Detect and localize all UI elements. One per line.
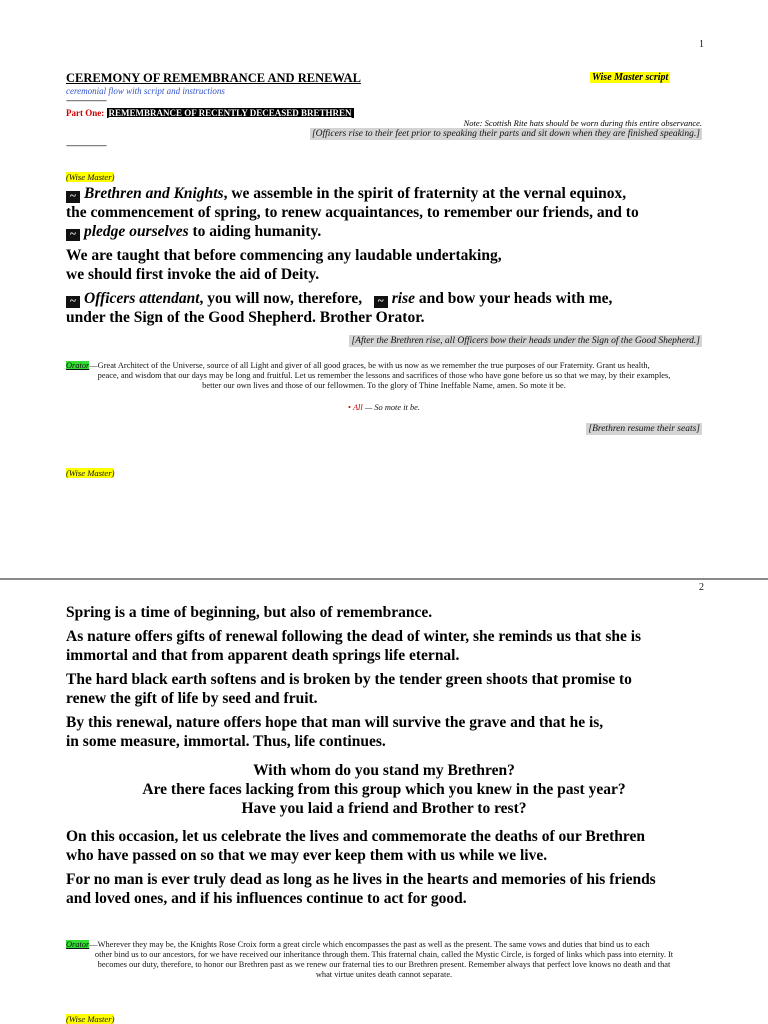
script-label: Wise Master script [592, 72, 669, 83]
tilde-marker-icon: ~ [66, 229, 80, 241]
orator-speech: Orator—Wherever they may be, the Knights Rose Croix form a great circle which encompasses the past as well as the present. The same vows and duties that bind us to each other bind us to our ancestors, for we have received our inheritance through them. This fraternal chain, called the Mystic Circle, is forged of links which pass into eternity. It becomes our duty, therefore, to honor our Brethren past as we renew our fraternal ties to our Brethren present. Remember always that perfect love knows no death and that what virtue unites death cannot separate. [66, 940, 674, 979]
part-title: REMEMBRANCE OF RECENTLY DECEASED BRETHREN [108, 108, 352, 118]
speaker-label: (Wise Master) [66, 172, 115, 182]
divider: ------------------------ [66, 141, 106, 150]
document-title: CEREMONY OF REMEMBRANCE AND RENEWAL [66, 71, 361, 85]
wise-master-speech: Spring is a time of beginning, but also of remembrance. As nature offers gifts of renewal following the dead of winter, she reminds us that she is immortal and that from apparent death springs life eternal. The hard black earth softens and is broken by the tender green shoots that promise to renew the gift of life by seed and fruit. By this renewal, nature offers hope that man will survive the grave and that he is, in some measure, immortal. Thus, life continues. With whom do you stand my Brethren? Are there faces lacking from this group which you knew in the past year? Have you laid a friend and Brother to rest? On this occasion, let us celebrate the lives and commemorate the deaths of our Brethren who have passed on so that we may ever keep them with us while we live. For no man is ever truly dead as long as he lives in the hearts and memories of his friends and loved ones, and if his influences continue to act for good. [66, 603, 726, 908]
hats-note: Note: Scottish Rite hats should be worn during this entire observance. [463, 118, 702, 128]
part-heading [66, 108, 354, 118]
orator-prayer: Orator—Great Architect of the Universe, source of all Light and giver of all good graces, be with us now as we remember the true purposes of our Fraternity. Grant us health, peace, and wisdom that our days may be long and fruitful. Let us remember the lessons and sacrifices of those who have gone before us so that we may, by their examples, better our own lives and those of our fellowmen. To the glory of Thine Ineffable Name, amen. So mote it be. [66, 361, 671, 390]
orator-label: Orator [66, 940, 90, 949]
tilde-marker-icon: ~ [66, 296, 80, 308]
document-subtitle: ceremonial flow with script and instructions [66, 86, 225, 96]
tilde-marker-icon: ~ [66, 191, 80, 203]
page-number: 2 [699, 582, 704, 593]
speaker-label: (Wise Master) [66, 468, 115, 478]
page-2 [0, 580, 768, 1024]
page-number: 1 [699, 39, 704, 50]
all-response: • All — So mote it be. [348, 403, 420, 412]
questions-block: With whom do you stand my Brethren? Are there faces lacking from this group which you knew in the past year? Have you laid a friend and Brother to rest? [142, 762, 626, 817]
orator-label: Orator [66, 361, 90, 370]
instruction-band: [After the Brethren rise, all Officers bow their heads under the Sign of the Good Shepherd.] [351, 336, 700, 346]
tilde-marker-icon: ~ [374, 296, 388, 308]
instruction-band: [Brethren resume their seats] [588, 424, 700, 434]
speaker-label: (Wise Master) [66, 1014, 115, 1024]
divider: ------------------------ [66, 96, 106, 105]
part-label: Part One: [66, 108, 105, 118]
instruction-band: [Officers rise to their feet prior to speaking their parts and sit down when they are finished speaking.] [311, 129, 700, 139]
wise-master-speech: ~ Brethren and Knights, we assemble in the spirit of fraternity at the vernal equinox, the commencement of spring, to renew acquaintances, to remember our friends, and to ~ pledge ourselves to aiding humanity. We are taught that before commencing any laudable undertaking, we should first invoke the aid of Deity. ~ Officers attendant, you will now, therefore, ~ rise and bow your heads with me, under the Sign of the Good Shepherd. Brother Orator. [66, 185, 639, 326]
